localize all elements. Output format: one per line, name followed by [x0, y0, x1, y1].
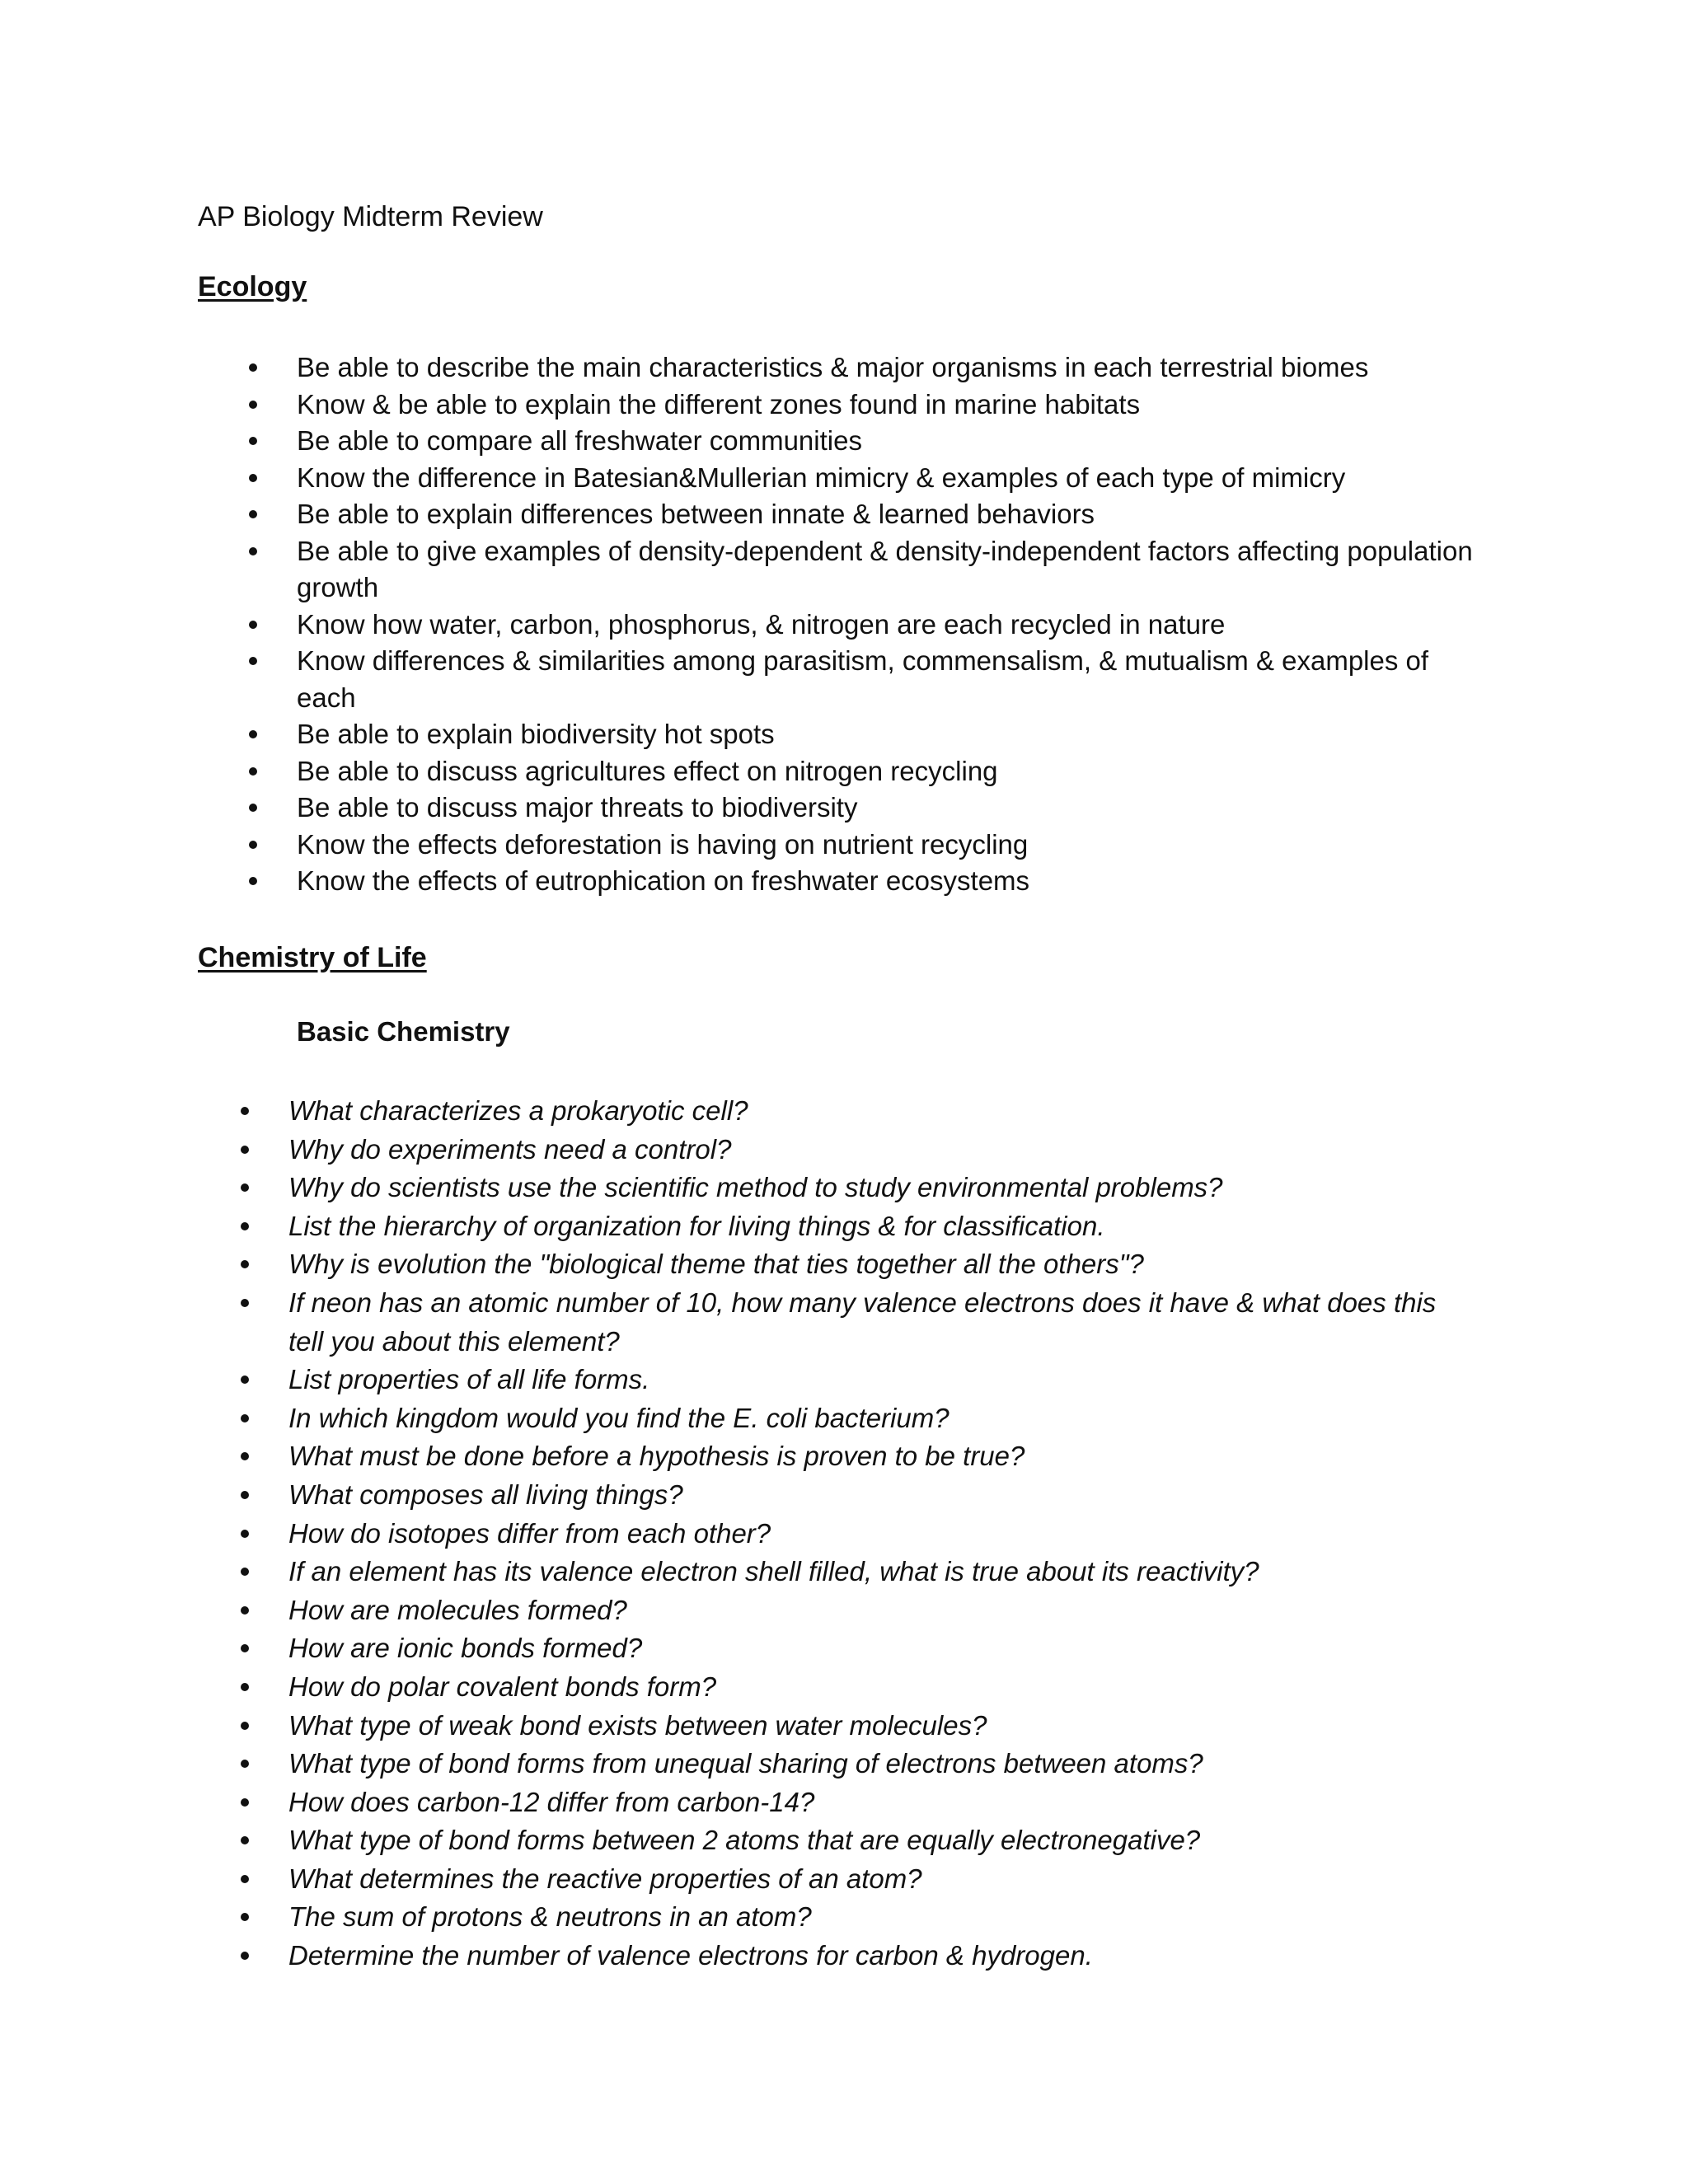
list-item	[239, 1898, 1475, 1937]
list-item	[247, 423, 1484, 460]
bullet-icon	[249, 877, 257, 885]
bullet-icon	[249, 767, 257, 776]
chemistry-question-list	[239, 1092, 1475, 1975]
bullet-icon	[241, 1530, 249, 1538]
list-item-text: What characterizes a prokaryotic cell?	[288, 1095, 748, 1126]
list-item-text: How does carbon-12 differ from carbon-14?	[288, 1786, 815, 1817]
list-item	[239, 1131, 1475, 1169]
list-item-text: In which kingdom would you find the E. coli bacterium?	[288, 1402, 950, 1433]
bullet-icon	[249, 401, 257, 409]
list-item	[247, 643, 1484, 716]
list-item-text: Be able to explain biodiversity hot spots	[297, 719, 775, 749]
bullet-icon	[241, 1452, 249, 1460]
list-item	[239, 1092, 1475, 1131]
bullet-icon	[249, 510, 257, 518]
list-item	[239, 1169, 1475, 1207]
list-item	[247, 753, 1484, 790]
bullet-icon	[241, 1183, 249, 1192]
list-item	[247, 607, 1484, 644]
list-item-text: How are ionic bonds formed?	[288, 1633, 643, 1664]
bullet-icon	[241, 1146, 249, 1154]
list-item-text: List the hierarchy of organization for living things & for classification.	[288, 1210, 1105, 1241]
bullet-icon	[241, 1760, 249, 1768]
list-item	[239, 1707, 1475, 1746]
list-item-text: The sum of protons & neutrons in an atom?	[288, 1901, 812, 1933]
bullet-icon	[249, 657, 257, 665]
list-item	[239, 1745, 1475, 1783]
bullet-icon	[241, 1722, 249, 1730]
bullet-icon	[249, 804, 257, 812]
list-item-text: If neon has an atomic number of 10, how many valence electrons does it have & what does this tell you about this element?	[288, 1286, 1437, 1357]
list-item-text: How do polar covalent bonds form?	[288, 1671, 717, 1702]
list-item	[239, 1553, 1475, 1591]
list-item	[239, 1245, 1475, 1284]
list-item-text: What must be done before a hypothesis is proven to be true?	[288, 1441, 1025, 1472]
bullet-icon	[241, 1260, 249, 1268]
bullet-icon	[241, 1952, 249, 1960]
section-heading-chemistry: Chemistry of Life	[198, 942, 427, 973]
document-title: AP Biology Midterm Review	[198, 201, 543, 232]
list-item-text: Know the difference in Batesian&Mullerian mimicry & examples of each type of mimicry	[297, 462, 1346, 493]
list-item-text: How are molecules formed?	[288, 1594, 627, 1625]
bullet-icon	[241, 1913, 249, 1921]
list-item	[239, 1361, 1475, 1399]
list-item	[247, 790, 1484, 827]
list-item-text: What type of bond forms between 2 atoms that are equally electronegative?	[288, 1825, 1201, 1856]
list-item	[247, 387, 1484, 424]
bullet-icon	[241, 1222, 249, 1230]
bullet-icon	[249, 841, 257, 849]
list-item-text: List properties of all life forms.	[288, 1364, 650, 1395]
list-item	[239, 1207, 1475, 1246]
list-item-text: What composes all living things?	[288, 1479, 683, 1510]
list-item-text: Be able to compare all freshwater communities	[297, 425, 862, 456]
list-item-text: Know the effects of eutrophication on freshwater ecosystems	[297, 865, 1030, 896]
list-item-text: What determines the reactive properties of an atom?	[288, 1863, 922, 1894]
list-item	[239, 1668, 1475, 1707]
list-item-text: Be able to discuss agricultures effect on nitrogen recycling	[297, 755, 998, 786]
list-item	[239, 1437, 1475, 1476]
list-item-text: Why do scientists use the scientific method to study environmental problems?	[288, 1172, 1223, 1203]
bullet-icon	[249, 621, 257, 629]
list-item	[239, 1476, 1475, 1515]
bullet-icon	[241, 1299, 249, 1307]
list-item	[239, 1399, 1475, 1438]
list-item-text: Know how water, carbon, phosphorus, & nitrogen are each recycled in nature	[297, 608, 1226, 640]
bullet-icon	[241, 1875, 249, 1883]
list-item-text: How do isotopes differ from each other?	[288, 1517, 771, 1549]
list-item	[247, 496, 1484, 533]
list-item-text: Be able to give examples of density-dependent & density-independent factors affecting population growth	[297, 535, 1473, 602]
list-item	[239, 1515, 1475, 1554]
ecology-list	[247, 349, 1484, 900]
bullet-icon	[241, 1798, 249, 1807]
list-item-text: Determine the number of valence electrons for carbon & hydrogen.	[288, 1940, 1093, 1971]
list-item-text: Know differences & similarities among parasitism, commensalism, & mutualism & examples of each	[297, 645, 1429, 713]
list-item	[247, 533, 1484, 607]
list-item	[239, 1284, 1475, 1361]
section-heading-ecology: Ecology	[198, 271, 307, 302]
list-item	[247, 460, 1484, 497]
bullet-icon	[249, 730, 257, 738]
bullet-icon	[249, 437, 257, 445]
list-item	[247, 716, 1484, 753]
list-item-text: Know & be able to explain the different zones found in marine habitats	[297, 388, 1141, 419]
bullet-icon	[249, 363, 257, 372]
bullet-icon	[241, 1414, 249, 1422]
list-item	[239, 1860, 1475, 1899]
bullet-icon	[241, 1683, 249, 1691]
list-item	[239, 1821, 1475, 1860]
list-item-text: Be able to explain differences between innate & learned behaviors	[297, 499, 1095, 529]
bullet-icon	[241, 1836, 249, 1844]
bullet-icon	[241, 1107, 249, 1115]
bullet-icon	[249, 547, 257, 555]
list-item	[247, 863, 1484, 900]
bullet-icon	[249, 474, 257, 482]
list-item	[239, 1783, 1475, 1822]
list-item-text: What type of weak bond exists between water molecules?	[288, 1709, 987, 1741]
list-item	[247, 349, 1484, 387]
list-item-text: Why is evolution the "biological theme that ties together all the others"?	[288, 1249, 1144, 1280]
list-item	[247, 827, 1484, 864]
list-item-text: Know the effects deforestation is having on nutrient recycling	[297, 828, 1029, 860]
bullet-icon	[241, 1491, 249, 1499]
bullet-icon	[241, 1606, 249, 1615]
list-item	[239, 1591, 1475, 1630]
list-item-text: What type of bond forms from unequal sharing of electrons between atoms?	[288, 1748, 1203, 1779]
list-item-text: Why do experiments need a control?	[288, 1133, 732, 1165]
list-item-text: Be able to discuss major threats to biodiversity	[297, 792, 858, 823]
list-item	[239, 1629, 1475, 1668]
list-item-text: If an element has its valence electron shell filled, what is true about its reactivity?	[288, 1556, 1259, 1587]
subheading-basic-chemistry: Basic Chemistry	[297, 1016, 510, 1047]
bullet-icon	[241, 1376, 249, 1384]
bullet-icon	[241, 1568, 249, 1576]
list-item	[239, 1937, 1475, 1975]
bullet-icon	[241, 1644, 249, 1652]
list-item-text: Be able to describe the main characteristics & major organisms in each terrestrial biomes	[297, 352, 1369, 382]
